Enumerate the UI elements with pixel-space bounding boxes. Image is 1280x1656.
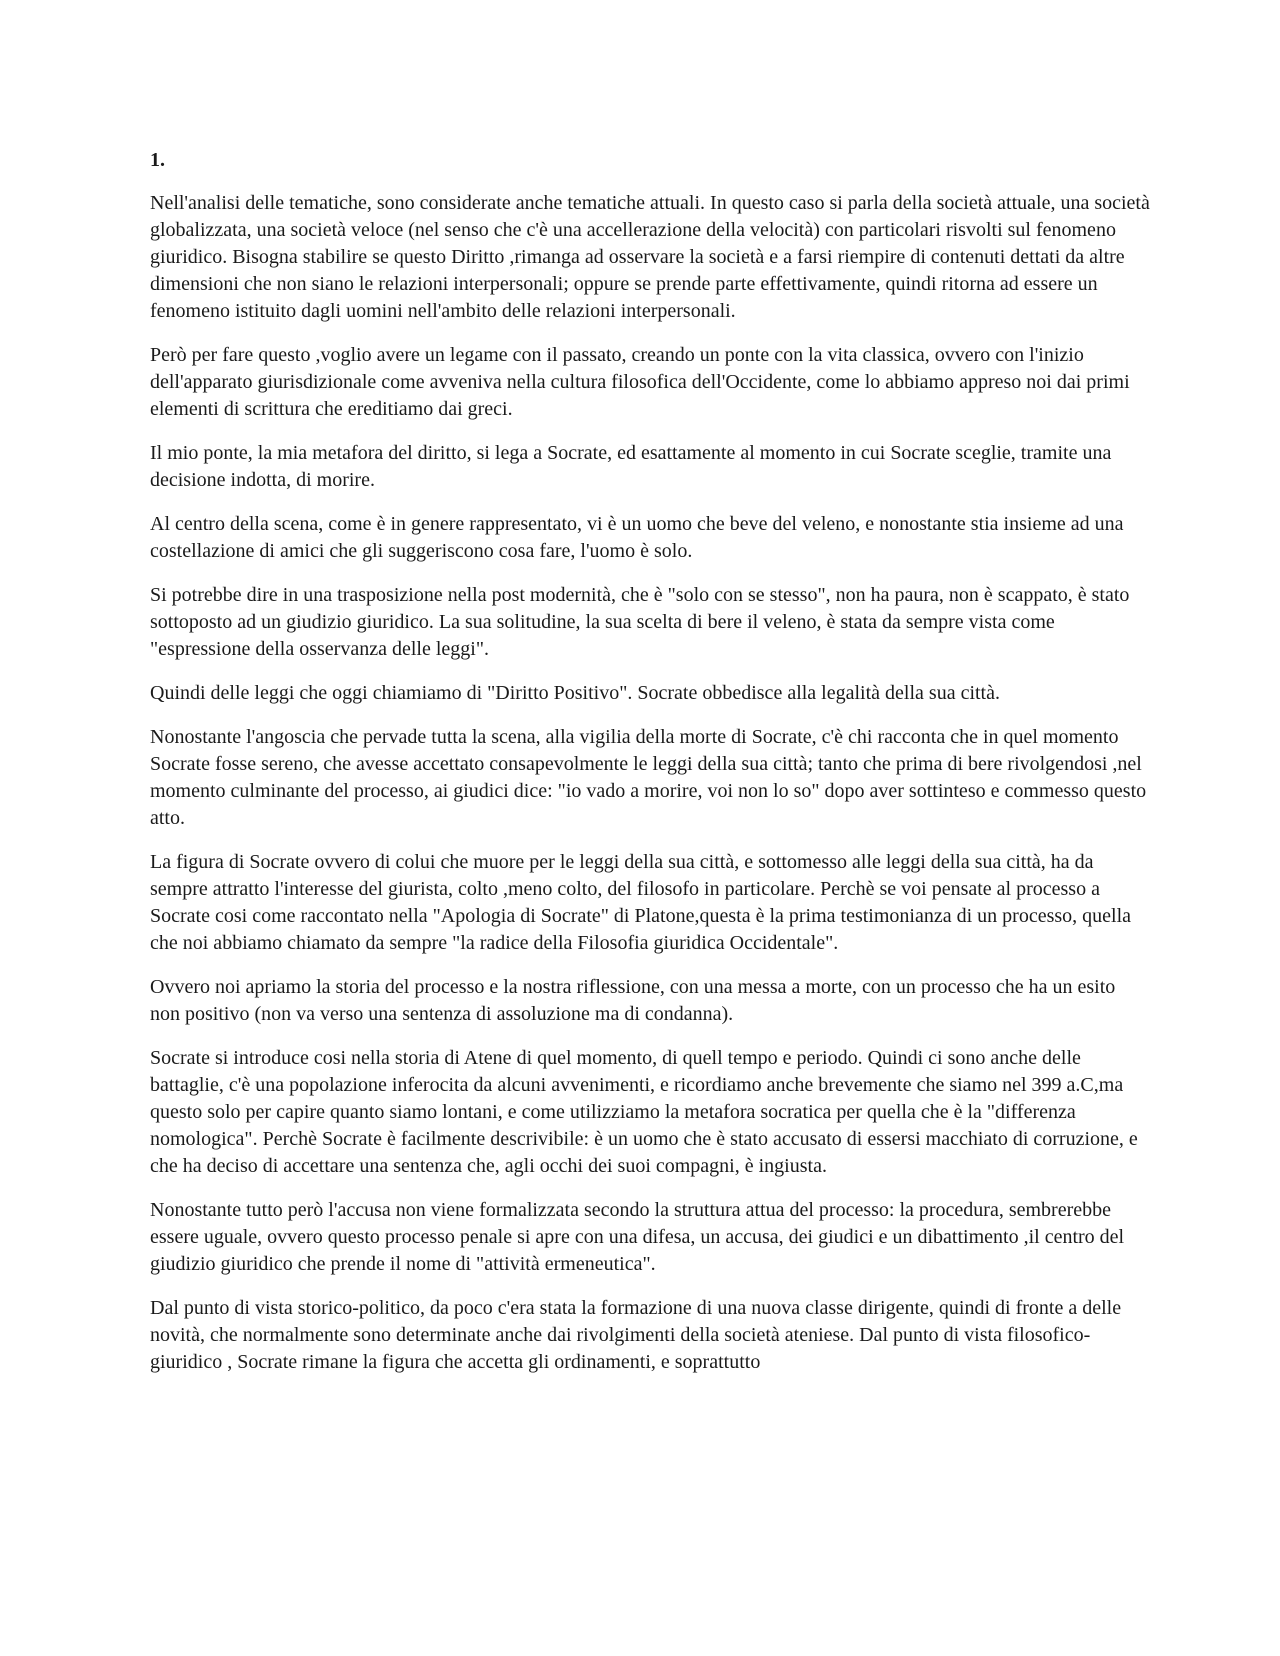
paragraph-9: Ovvero noi apriamo la storia del processo e la nostra riflessione, con una messa a morte, con un processo che ha un esito non positivo (non va verso una sentenza di assoluzione ma di condanna). <box>150 976 1116 1025</box>
paragraph-2: Però per fare questo ,voglio avere un legame con il passato, creando un ponte con la vita classica, ovvero con l'inizio dell'apparato giurisdizionale come avveniva nella cultura filosofica dell'Occidente, come lo abbiamo appreso noi dai primi elementi di scrittura che ereditiamo dai greci. <box>150 344 1130 420</box>
paragraph-7: Nonostante l'angoscia che pervade tutta la scena, alla vigilia della morte di Socrate, c'è chi racconta che in quel momento Socrate fosse sereno, che avesse accettato consapevolmente le leggi della sua città; tanto che prima di bere rivolgendosi ,nel momento culminante del processo, ai giudici dice: "io vado a morire, voi non lo so" dopo aver sottinteso e commesso questo atto. <box>150 726 1147 829</box>
paragraph-3: Il mio ponte, la mia metafora del diritto, si lega a Socrate, ed esattamente al momento in cui Socrate sceglie, tramite una decisione indotta, di morire. <box>150 442 1112 491</box>
section-number: 1. <box>150 149 165 171</box>
paragraph-1: Nell'analisi delle tematiche, sono considerate anche tematiche attuali. In questo caso si parla della società attuale, una società globalizzata, una società veloce (nel senso che c'è una accellerazione della velocità) con particolari risvolti sul fenomeno giuridico. Bisogna stabilire se questo Diritto ,rimanga ad osservare la società e a farsi riempire di contenuti dettati da altre dimensioni che non siano le relazioni interpersonali; oppure se prende parte effettivamente, quindi ritorna ad essere un fenomeno istituito dagli uomini nell'ambito delle relazioni interpersonali. <box>150 192 1150 322</box>
paragraph-8: La figura di Socrate ovvero di colui che muore per le leggi della sua città, e sottomesso alle leggi della sua città, ha da sempre attratto l'interesse del giurista, colto ,meno colto, del filosofo in particolare. Perchè se voi pensate al processo a Socrate cosi come raccontato nella "Apologia di Socrate" di Platone,questa è la prima testimonianza di un processo, quella che noi abbiamo chiamato da sempre "la radice della Filosofia giuridica Occidentale". <box>150 851 1132 954</box>
paragraph-10: Socrate si introduce cosi nella storia di Atene di quel momento, di quell tempo e periodo. Quindi ci sono anche delle battaglie, c'è una popolazione inferocita da alcuni avvenimenti, e ricordiamo anche brevemente che siamo nel 399 a.C,ma questo solo per capire quanto siamo lontani, e come utilizziamo la metafora socratica per quella che è la "differenza nomologica". Perchè Socrate è facilmente descrivibile: è un uomo che è stato accusato di essersi macchiato di corruzione, e che ha deciso di accettare una sentenza che, agli occhi dei suoi compagni, è ingiusta. <box>150 1047 1138 1177</box>
paragraph-4: Al centro della scena, come è in genere rappresentato, vi è un uomo che beve del veleno, e nonostante stia insieme ad una costellazione di amici che gli suggeriscono cosa fare, l'uomo è solo. <box>150 513 1124 562</box>
document-body <box>150 147 1150 1393</box>
paragraph-6: Quindi delle leggi che oggi chiamiamo di "Diritto Positivo". Socrate obbedisce alla legalità della sua città. <box>150 682 1000 704</box>
paragraph-12: Dal punto di vista storico-politico, da poco c'era stata la formazione di una nuova classe dirigente, quindi di fronte a delle novità, che normalmente sono determinate anche dai rivolgimenti della società ateniese. Dal punto di vista filosofico-giuridico , Socrate rimane la figura che accetta gli ordinamenti, e soprattutto <box>150 1297 1122 1373</box>
paragraph-5: Si potrebbe dire in una trasposizione nella post modernità, che è "solo con se stesso", non ha paura, non è scappato, è stato sottoposto ad un giudizio giuridico. La sua solitudine, la sua scelta di bere il veleno, è stata da sempre vista come "espressione della osservanza delle leggi". <box>150 584 1130 660</box>
paragraph-11: Nonostante tutto però l'accusa non viene formalizzata secondo la struttura attua del processo: la procedura, sembrerebbe essere uguale, ovvero questo processo penale si apre con una difesa, un accusa, dei giudici e un dibattimento ,il centro del giudizio giuridico che prende il nome di "attività ermeneutica". <box>150 1199 1125 1275</box>
